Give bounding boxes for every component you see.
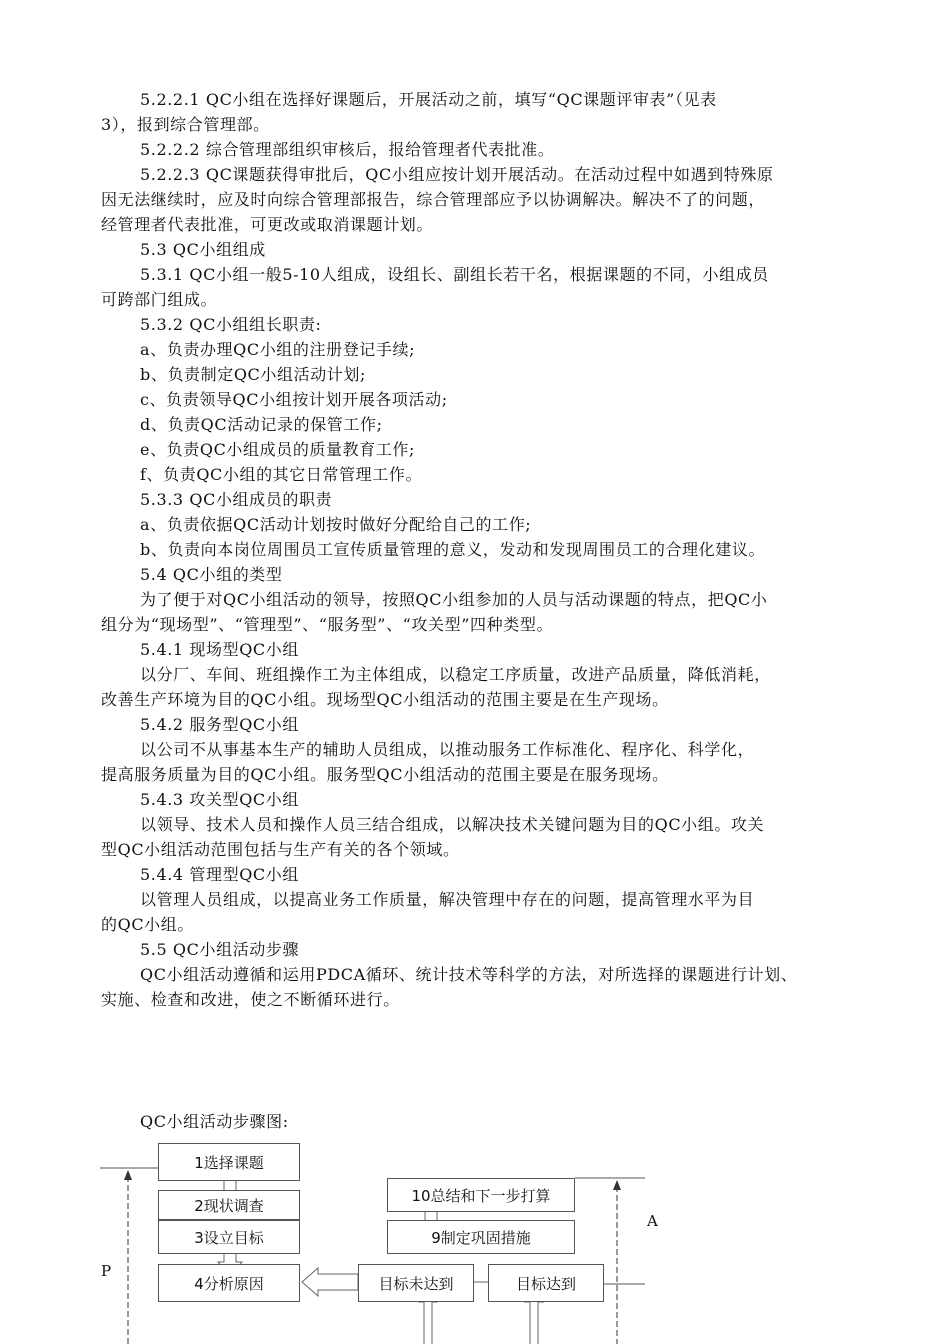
flow-step-analyze-cause: 4分析原因: [158, 1264, 300, 1302]
left-block-arrow: [302, 1268, 358, 1296]
text-line: 5.4.4 管理型QC小组: [140, 865, 299, 884]
text-line: 5.4.2 服务型QC小组: [140, 715, 299, 734]
flow-step-consolidate: 9制定巩固措施: [387, 1220, 575, 1254]
flow-step-target-met: 目标达到: [488, 1264, 604, 1302]
text-line: 5.3.1 QC小组一般5-10人组成，设组长、副组长若干名，根据课题的不同，小组成员: [140, 265, 769, 284]
list-item: c、负责领导QC小组按计划开展各项活动;: [140, 390, 448, 409]
list-item: e、负责QC小组成员的质量教育工作;: [140, 440, 416, 459]
text-line: 5.3.2 QC小组组长职责:: [140, 315, 322, 334]
text-line: 可跨部门组成。: [101, 290, 218, 309]
flowchart-caption: QC小组活动步骤图:: [140, 1112, 289, 1131]
a-arrow-head: [613, 1180, 621, 1190]
section-heading: 5.4 QC小组的类型: [140, 565, 283, 584]
flow-step-set-target: 3设立目标: [158, 1220, 300, 1254]
p-arrow-head: [124, 1170, 132, 1180]
text-line: 以公司不从事基本生产的辅助人员组成，以推动服务工作标准化、程序化、科学化，: [140, 740, 755, 759]
text-line: 以分厂、车间、班组操作工为主体组成，以稳定工序质量，改进产品质量，降低消耗，: [140, 665, 771, 684]
list-item: b、负责向本岗位周围员工宣传质量管理的意义，发动和发现周围员工的合理化建议。: [140, 540, 766, 559]
section-heading: 5.5 QC小组活动步骤: [140, 940, 300, 959]
text-line: 以管理人员组成，以提高业务工作质量，解决管理中存在的问题，提高管理水平为目: [140, 890, 755, 909]
text-line: 5.2.2.1 QC小组在选择好课题后，开展活动之前，填写“QC课题评审表”（见表: [140, 90, 717, 109]
text-line: 5.3.3 QC小组成员的职责: [140, 490, 333, 509]
list-item: b、负责制定QC小组活动计划;: [140, 365, 366, 384]
text-line: 实施、检查和改进，使之不断循环进行。: [101, 990, 400, 1009]
text-line: 的QC小组。: [101, 915, 194, 934]
list-item: a、负责办理QC小组的注册登记手续;: [140, 340, 416, 359]
section-heading: 5.3 QC小组组成: [140, 240, 266, 259]
list-item: f、负责QC小组的其它日常管理工作。: [140, 465, 423, 484]
list-item: a、负责依据QC活动计划按时做好分配给自己的工作;: [140, 515, 532, 534]
text-line: 5.2.2.3 QC课题获得审批后，QC小组应按计划开展活动。在活动过程中如遇到特殊原: [140, 165, 774, 184]
text-line: 因无法继续时，应及时向综合管理部报告，综合管理部应予以协调解决。解决不了的问题，: [101, 190, 766, 209]
text-line: 型QC小组活动范围包括与生产有关的各个领域。: [101, 840, 460, 859]
list-item: d、负责QC活动记录的保管工作;: [140, 415, 383, 434]
text-line: 5.4.3 攻关型QC小组: [140, 790, 299, 809]
text-line: 组分为“现场型”、“管理型”、“服务型”、“攻关型”四种类型。: [101, 615, 554, 634]
text-line: 5.2.2.2 综合管理部组织审核后，报给管理者代表批准。: [140, 140, 555, 159]
text-line: 以领导、技术人员和操作人员三结合组成，以解决技术关键问题为目的QC小组。攻关: [140, 815, 765, 834]
flow-step-select-topic: 1选择课题: [158, 1143, 300, 1181]
text-line: 5.4.1 现场型QC小组: [140, 640, 299, 659]
text-line: 经管理者代表批准，可更改或取消课题计划。: [101, 215, 434, 234]
phase-label-p: P: [101, 1262, 112, 1280]
text-line: 提高服务质量为目的QC小组。服务型QC小组活动的范围主要是在服务现场。: [101, 765, 669, 784]
text-line: QC小组活动遵循和运用PDCA循环、统计技术等科学的方法，对所选择的课题进行计划、: [140, 965, 798, 984]
flow-step-survey: 2现状调查: [158, 1190, 300, 1220]
phase-label-a: A: [647, 1212, 658, 1230]
text-line: 改善生产环境为目的QC小组。现场型QC小组活动的范围主要是在生产现场。: [101, 690, 669, 709]
flow-step-target-not-met: 目标未达到: [358, 1264, 474, 1302]
text-line: 为了便于对QC小组活动的领导，按照QC小组参加的人员与活动课题的特点，把QC小: [140, 590, 768, 609]
flow-step-summary: 10总结和下一步打算: [387, 1178, 575, 1212]
text-line: 3），报到综合管理部。: [101, 115, 270, 134]
